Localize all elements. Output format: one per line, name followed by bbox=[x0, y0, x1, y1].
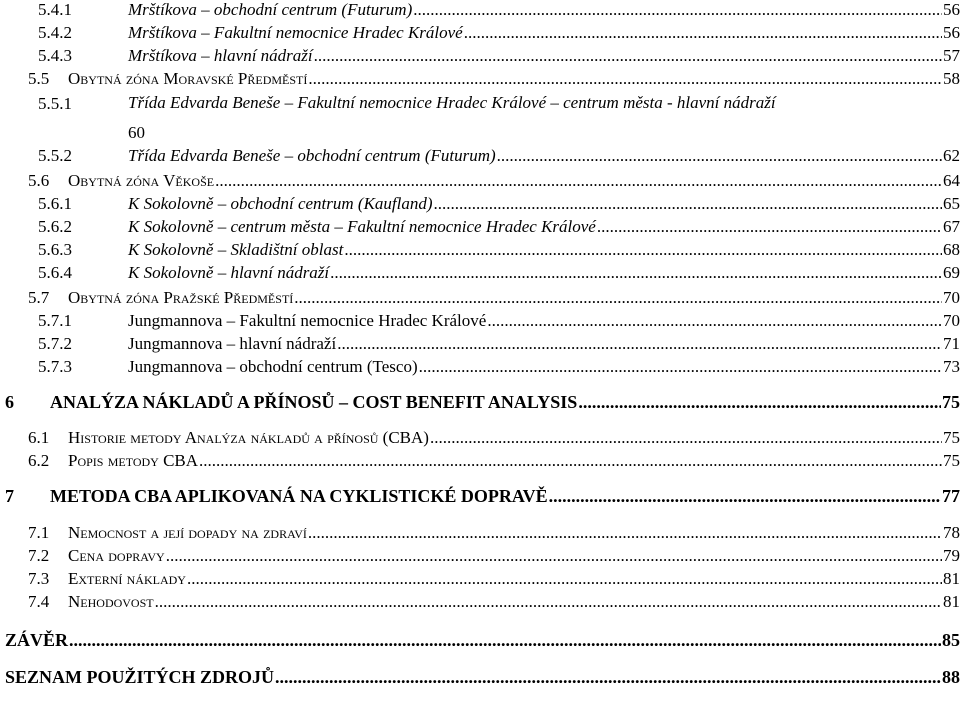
toc-entry-5-6-1[interactable] bbox=[38, 194, 960, 214]
toc-number: 5.7.1 bbox=[38, 311, 72, 330]
toc-leader-dots bbox=[487, 311, 942, 331]
toc-leader-dots bbox=[314, 46, 942, 66]
toc-entry-5-5-1-page-line[interactable] bbox=[128, 123, 960, 143]
toc-number: 5.6.2 bbox=[38, 217, 72, 236]
toc-title: SEZNAM POUŽITÝCH ZDROJŮ bbox=[5, 667, 275, 687]
toc-page-number: 75 bbox=[943, 428, 960, 447]
toc-leader-dots bbox=[330, 263, 942, 283]
toc-chapter-7[interactable] bbox=[5, 486, 960, 507]
toc-number: 5.6.1 bbox=[38, 194, 72, 213]
toc-leader-dots bbox=[275, 667, 941, 688]
toc-entry-5-7-2[interactable] bbox=[38, 334, 960, 354]
toc-references[interactable] bbox=[5, 667, 960, 688]
toc-title: Nehodovost bbox=[68, 592, 154, 611]
toc-number: 6.1 bbox=[28, 428, 50, 447]
toc-leader-dots bbox=[549, 486, 941, 507]
toc-title: K Sokolovně – hlavní nádraží bbox=[128, 263, 330, 282]
toc-leader-dots bbox=[419, 357, 942, 377]
toc-entry-7-4[interactable] bbox=[28, 592, 960, 612]
toc-page-number: 64 bbox=[943, 171, 960, 190]
toc-entry-5-7-1[interactable] bbox=[38, 311, 960, 331]
toc-leader-dots bbox=[155, 592, 942, 612]
toc-page-number: 58 bbox=[943, 69, 960, 88]
toc-number: 7.2 bbox=[28, 546, 50, 565]
toc-title: Cena dopravy bbox=[68, 546, 165, 565]
toc-page-number: 81 bbox=[943, 592, 960, 611]
toc-entry-5-6[interactable] bbox=[28, 171, 960, 191]
toc-title: K Sokolovně – centrum města – Fakultní nemocnice Hradec Králové bbox=[128, 217, 596, 236]
toc-title: K Sokolovně – obchodní centrum (Kaufland) bbox=[128, 194, 433, 213]
toc-leader-dots bbox=[344, 240, 942, 260]
toc-leader-dots bbox=[413, 0, 942, 20]
toc-page-number: 68 bbox=[943, 240, 960, 259]
toc-entry-5-5-1[interactable] bbox=[38, 94, 960, 117]
toc-title: Historie metody Analýza nákladů a přínosů (CBA) bbox=[68, 428, 429, 447]
toc-number: 7 bbox=[5, 486, 14, 506]
toc-page-number: 56 bbox=[943, 0, 960, 19]
toc-leader-dots bbox=[199, 451, 942, 471]
toc-page-number: 88 bbox=[942, 667, 960, 687]
toc-title: Mrštíkova – hlavní nádraží bbox=[128, 46, 313, 65]
toc-page-number: 67 bbox=[943, 217, 960, 236]
toc-entry-6-1[interactable] bbox=[28, 428, 960, 448]
toc-entry-5-6-4[interactable] bbox=[38, 263, 960, 283]
toc-number: 7.3 bbox=[28, 569, 50, 588]
toc-leader-dots bbox=[69, 630, 941, 651]
toc-page-number: 57 bbox=[943, 46, 960, 65]
toc-entry-5-6-3[interactable] bbox=[38, 240, 960, 260]
toc-page-number: 70 bbox=[943, 288, 960, 307]
toc-number: 6 bbox=[5, 392, 14, 412]
toc-number: 7.1 bbox=[28, 523, 50, 542]
toc-page-number: 85 bbox=[942, 630, 960, 650]
toc-number: 5.7 bbox=[28, 288, 50, 307]
toc-number: 5.5 bbox=[28, 69, 50, 88]
toc-leader-dots bbox=[215, 171, 942, 191]
toc-title: K Sokolovně – Skladištní oblast bbox=[128, 240, 344, 259]
toc-leader-dots bbox=[434, 194, 942, 214]
toc-page-number: 71 bbox=[943, 334, 960, 353]
toc-entry-7-2[interactable] bbox=[28, 546, 960, 566]
toc-number: 6.2 bbox=[28, 451, 50, 470]
toc-page-number: 62 bbox=[943, 146, 960, 165]
toc-number: 5.6 bbox=[28, 171, 50, 190]
toc-page-number: 56 bbox=[943, 23, 960, 42]
toc-page-number: 69 bbox=[943, 263, 960, 282]
toc-leader-dots bbox=[294, 288, 942, 308]
toc-entry-6-2[interactable] bbox=[28, 451, 960, 471]
toc-title: ANALÝZA NÁKLADŮ A PŘÍNOSŮ – COST BENEFIT ANALYSIS bbox=[50, 392, 578, 412]
toc-number: 5.4.2 bbox=[38, 23, 72, 42]
toc-page-number: 73 bbox=[943, 357, 960, 376]
toc-entry-5-5[interactable] bbox=[28, 69, 960, 89]
toc-leader-dots bbox=[578, 392, 941, 413]
toc-entry-5-7[interactable] bbox=[28, 288, 960, 308]
toc-chapter-6[interactable] bbox=[5, 392, 960, 413]
toc-conclusion[interactable] bbox=[5, 630, 960, 651]
toc-entry-7-1[interactable] bbox=[28, 523, 960, 543]
toc-number: 5.7.3 bbox=[38, 357, 72, 376]
toc-leader-dots bbox=[308, 69, 942, 89]
toc-title bbox=[128, 311, 486, 331]
toc-leader-dots bbox=[464, 23, 942, 43]
toc-leader-dots bbox=[187, 569, 942, 589]
toc-page-number: 79 bbox=[943, 546, 960, 565]
toc-page-number: 78 bbox=[943, 523, 960, 542]
toc-page-number: 75 bbox=[943, 451, 960, 470]
toc-title: Obytná zóna Moravské Předměstí bbox=[68, 69, 308, 88]
toc-page-number: 77 bbox=[942, 486, 960, 506]
toc-page-number: 70 bbox=[943, 311, 960, 330]
toc-number: 5.4.3 bbox=[38, 46, 72, 65]
toc-number: 5.5.2 bbox=[38, 146, 72, 165]
toc-entry-5-4-1[interactable] bbox=[38, 0, 960, 20]
toc-entry-5-7-3[interactable] bbox=[38, 357, 960, 377]
toc-title: Třída Edvarda Beneše – Fakultní nemocnice Hradec Králové – centrum města - hlavní nádraží bbox=[128, 93, 776, 112]
toc-title: Jungmannova – obchodní centrum (Tesco) bbox=[128, 357, 418, 376]
toc-title: Jungmannova – hlavní nádraží bbox=[128, 334, 337, 353]
toc-title: Mrštíkova – obchodní centrum (Futurum) bbox=[128, 0, 413, 19]
toc-number: 7.4 bbox=[28, 592, 50, 611]
toc-leader-dots bbox=[166, 546, 942, 566]
toc-entry-5-5-2[interactable] bbox=[38, 146, 960, 166]
toc-leader-dots bbox=[497, 146, 942, 166]
toc-title: Třída Edvarda Beneše – obchodní centrum (Futurum) bbox=[128, 146, 496, 165]
toc-number: 5.5.1 bbox=[38, 94, 72, 113]
toc-leader-dots bbox=[430, 428, 942, 448]
toc-title: ZÁVĚR bbox=[5, 630, 69, 650]
toc-leader-dots bbox=[597, 217, 942, 237]
toc-number: 5.4.1 bbox=[38, 0, 72, 19]
toc-leader-dots bbox=[308, 523, 942, 543]
toc-title: Popis metody CBA bbox=[68, 451, 199, 470]
toc-page-number: 60 bbox=[128, 123, 145, 142]
toc-entry-7-3[interactable] bbox=[28, 569, 960, 589]
toc-title: Nemocnost a její dopady na zdraví bbox=[68, 523, 307, 542]
toc-title-text: Jungmannova – Fakultní nemocnice Hradec Králové bbox=[128, 311, 487, 330]
toc-number: 5.6.4 bbox=[38, 263, 72, 282]
toc-entry-5-4-3[interactable] bbox=[38, 46, 960, 66]
toc-page-number: 75 bbox=[942, 392, 960, 412]
toc-page-number: 81 bbox=[943, 569, 960, 588]
toc-title: Obytná zóna Pražské Předměstí bbox=[68, 288, 294, 307]
toc-entry-5-4-2[interactable] bbox=[38, 23, 960, 43]
toc-page-number: 65 bbox=[943, 194, 960, 213]
toc-title: Mrštíkova – Fakultní nemocnice Hradec Králové bbox=[128, 23, 463, 42]
toc-title: METODA CBA APLIKOVANÁ NA CYKLISTICKÉ DOPRAVĚ bbox=[50, 486, 548, 506]
toc-number: 5.6.3 bbox=[38, 240, 72, 259]
toc-entry-5-6-2[interactable] bbox=[38, 217, 960, 237]
toc-leader-dots bbox=[337, 334, 942, 354]
toc-title: Externí náklady bbox=[68, 569, 186, 588]
toc-title: Obytná zóna Věkoše bbox=[68, 171, 215, 190]
toc-number: 5.7.2 bbox=[38, 334, 72, 353]
